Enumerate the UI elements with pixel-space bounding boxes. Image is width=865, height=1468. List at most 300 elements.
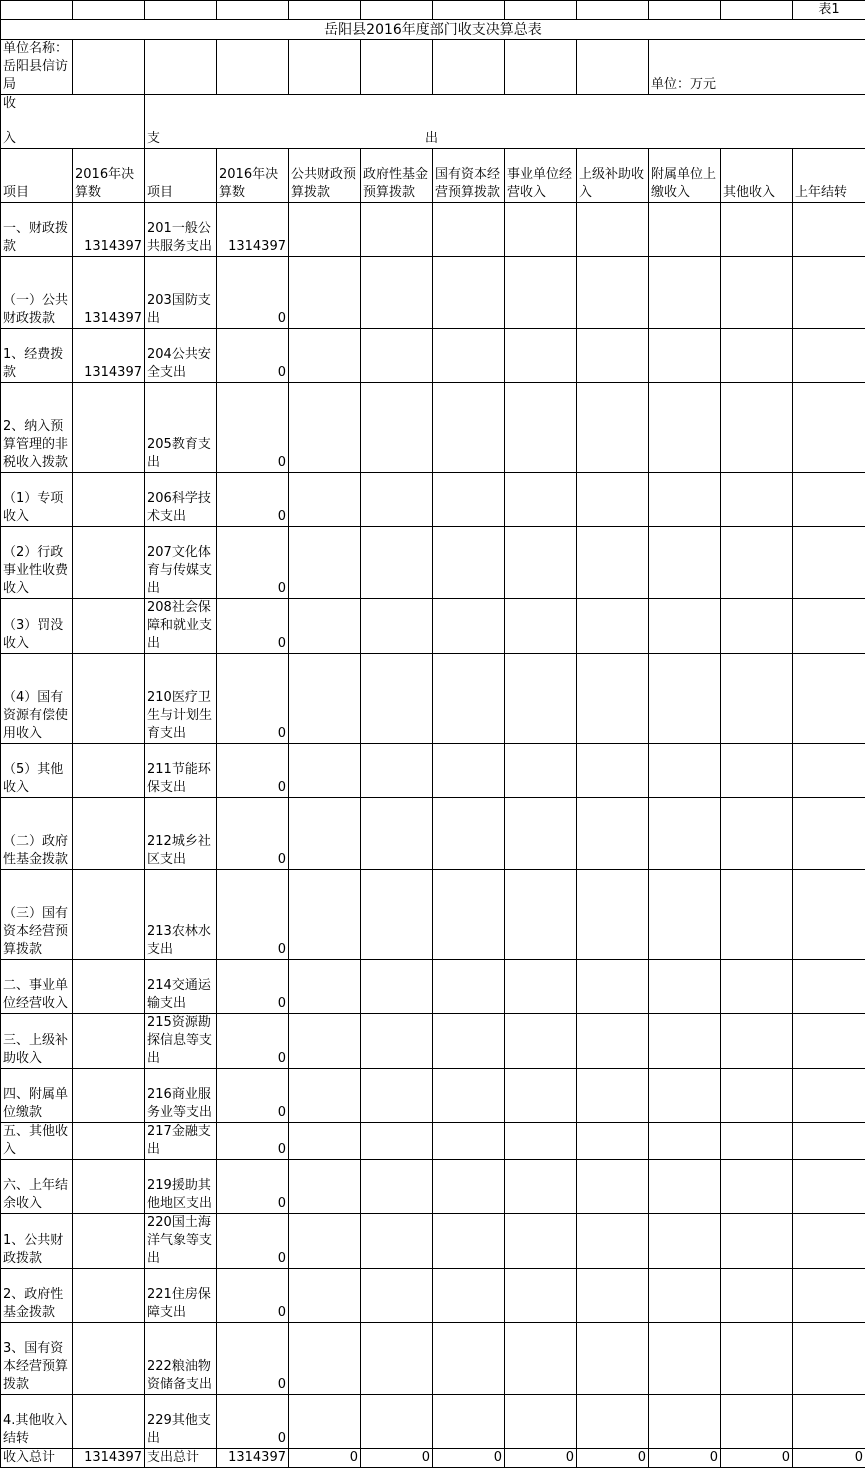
empty-cell <box>649 473 721 527</box>
empty-cell <box>649 1123 721 1160</box>
income-amount <box>73 1214 145 1269</box>
empty-cell <box>721 1069 793 1123</box>
empty-cell <box>505 329 577 383</box>
empty-cell <box>721 383 793 473</box>
income-item: （2）行政事业性收费收入 <box>1 527 73 599</box>
income-amount <box>73 798 145 870</box>
empty-cell <box>505 1160 577 1214</box>
empty-cell <box>721 960 793 1014</box>
empty-cell <box>649 654 721 744</box>
total-business-income: 0 <box>505 1449 577 1468</box>
expense-item: 205教育支出 <box>145 383 217 473</box>
empty-cell <box>505 1395 577 1449</box>
expense-item: 212城乡社区支出 <box>145 798 217 870</box>
table-row <box>1 257 865 329</box>
empty-cell <box>793 1123 865 1160</box>
income-amount: 1314397 <box>73 257 145 329</box>
header-other-income: 其他收入 <box>721 149 793 203</box>
income-item: （二）政府性基金拨款 <box>1 798 73 870</box>
empty-cell <box>289 1 361 20</box>
empty-cell <box>721 599 793 654</box>
income-amount <box>73 870 145 960</box>
empty-cell <box>649 599 721 654</box>
empty-cell <box>721 203 793 257</box>
empty-cell <box>433 1069 505 1123</box>
unit-name: 单位名称：岳阳县信访局 <box>1 40 73 95</box>
expense-item: 208社会保障和就业支出 <box>145 599 217 654</box>
expense-amount: 0 <box>217 654 289 744</box>
expense-item: 214交通运输支出 <box>145 960 217 1014</box>
income-item: 4.其他收入结转 <box>1 1395 73 1449</box>
expense-amount: 0 <box>217 870 289 960</box>
empty-cell <box>505 1069 577 1123</box>
income-amount <box>73 1323 145 1395</box>
empty-cell <box>793 870 865 960</box>
table-row <box>1 1269 865 1323</box>
empty-cell <box>73 1 145 20</box>
income-item: （三）国有资本经营预算拨款 <box>1 870 73 960</box>
income-amount: 1314397 <box>73 329 145 383</box>
empty-cell <box>505 1123 577 1160</box>
empty-cell <box>289 1160 361 1214</box>
empty-cell <box>361 1 433 20</box>
empty-cell <box>505 1 577 20</box>
expense-item: 204公共安全支出 <box>145 329 217 383</box>
empty-cell <box>721 1 793 20</box>
expense-amount: 0 <box>217 1214 289 1269</box>
empty-cell <box>577 1014 649 1069</box>
empty-cell <box>793 1214 865 1269</box>
empty-cell <box>721 1014 793 1069</box>
empty-cell <box>505 744 577 798</box>
total-income-amount: 1314397 <box>73 1449 145 1468</box>
empty-cell <box>433 1014 505 1069</box>
empty-cell <box>433 40 505 95</box>
table-row <box>1 744 865 798</box>
empty-cell <box>649 1069 721 1123</box>
empty-cell <box>145 1 217 20</box>
empty-cell <box>433 1160 505 1214</box>
empty-cell <box>505 383 577 473</box>
empty-cell <box>721 1269 793 1323</box>
income-item: 二、事业单位经营收入 <box>1 960 73 1014</box>
table-row <box>1 1014 865 1069</box>
header-business-income: 事业单位经营收入 <box>505 149 577 203</box>
empty-cell <box>505 1269 577 1323</box>
empty-cell <box>649 1160 721 1214</box>
income-item: 1、公共财政拨款 <box>1 1214 73 1269</box>
total-expense-label: 支出总计 <box>145 1449 217 1468</box>
empty-cell <box>721 1395 793 1449</box>
empty-cell <box>289 1123 361 1160</box>
income-word-1: 收 <box>3 95 142 113</box>
table-row <box>1 203 865 257</box>
income-amount: 1314397 <box>73 203 145 257</box>
empty-cell <box>721 257 793 329</box>
empty-cell <box>505 798 577 870</box>
income-word-2: 入 <box>3 130 16 148</box>
income-amount <box>73 960 145 1014</box>
expense-amount: 0 <box>217 599 289 654</box>
empty-cell <box>361 1160 433 1214</box>
empty-cell <box>433 599 505 654</box>
income-item: 1、经费拨款 <box>1 329 73 383</box>
empty-cell <box>649 383 721 473</box>
empty-cell <box>217 40 289 95</box>
empty-cell <box>505 599 577 654</box>
empty-cell <box>649 527 721 599</box>
table-row <box>1 1323 865 1395</box>
empty-cell <box>577 527 649 599</box>
empty-cell <box>649 1395 721 1449</box>
income-item: 六、上年结余收入 <box>1 1160 73 1214</box>
empty-cell <box>577 1269 649 1323</box>
expense-amount: 0 <box>217 527 289 599</box>
expense-amount: 0 <box>217 1014 289 1069</box>
empty-cell <box>793 257 865 329</box>
empty-cell <box>361 960 433 1014</box>
empty-cell <box>289 599 361 654</box>
empty-cell <box>289 383 361 473</box>
empty-cell <box>289 960 361 1014</box>
expense-item: 216商业服务业等支出 <box>145 1069 217 1123</box>
empty-cell <box>433 473 505 527</box>
income-item: 3、国有资本经营预算拨款 <box>1 1323 73 1395</box>
empty-cell <box>577 1395 649 1449</box>
empty-cell <box>289 1014 361 1069</box>
empty-cell <box>793 599 865 654</box>
empty-cell <box>721 798 793 870</box>
empty-cell <box>649 203 721 257</box>
expense-amount: 0 <box>217 1160 289 1214</box>
table-row <box>1 1069 865 1123</box>
total-gov-fund: 0 <box>361 1449 433 1468</box>
empty-cell <box>361 1269 433 1323</box>
empty-cell <box>721 329 793 383</box>
total-public-finance: 0 <box>289 1449 361 1468</box>
empty-cell <box>433 383 505 473</box>
empty-cell <box>649 1214 721 1269</box>
empty-cell <box>721 870 793 960</box>
empty-cell <box>505 527 577 599</box>
header-superior-subsidy: 上级补助收入 <box>577 149 649 203</box>
expense-item: 222粮油物资储备支出 <box>145 1323 217 1395</box>
empty-cell <box>793 744 865 798</box>
empty-cell <box>1 1 73 20</box>
empty-cell <box>505 203 577 257</box>
empty-cell <box>361 203 433 257</box>
header-gov-fund: 政府性基金预算拨款 <box>361 149 433 203</box>
empty-cell <box>361 1014 433 1069</box>
empty-cell <box>289 203 361 257</box>
income-item: （5）其他收入 <box>1 744 73 798</box>
total-income-label: 收入总计 <box>1 1449 73 1468</box>
empty-cell <box>433 203 505 257</box>
expense-amount: 0 <box>217 1323 289 1395</box>
empty-cell <box>433 527 505 599</box>
expense-amount: 0 <box>217 1269 289 1323</box>
expense-amount: 0 <box>217 1395 289 1449</box>
income-item: 2、政府性基金拨款 <box>1 1269 73 1323</box>
table-row <box>1 1395 865 1449</box>
empty-cell <box>289 1395 361 1449</box>
empty-cell <box>577 744 649 798</box>
empty-cell <box>361 798 433 870</box>
empty-cell <box>217 1 289 20</box>
income-item: （4）国有资源有偿使用收入 <box>1 654 73 744</box>
income-amount <box>73 654 145 744</box>
empty-cell <box>649 1014 721 1069</box>
empty-cell <box>73 40 145 95</box>
table-row <box>1 870 865 960</box>
expense-item: 211节能环保支出 <box>145 744 217 798</box>
empty-cell <box>793 798 865 870</box>
empty-cell <box>721 1214 793 1269</box>
empty-cell <box>505 257 577 329</box>
empty-cell <box>289 1069 361 1123</box>
income-amount <box>73 744 145 798</box>
empty-cell <box>721 744 793 798</box>
total-expense-amount: 1314397 <box>217 1449 289 1468</box>
header-carryover: 上年结转 <box>793 149 865 203</box>
empty-cell <box>721 1123 793 1160</box>
empty-cell <box>577 40 649 95</box>
income-amount <box>73 599 145 654</box>
empty-cell <box>721 654 793 744</box>
empty-cell <box>505 1323 577 1395</box>
income-amount <box>73 527 145 599</box>
table-row <box>1 798 865 870</box>
empty-cell <box>361 329 433 383</box>
header-actual: 2016年决算数 <box>73 149 145 203</box>
expense-amount: 0 <box>217 1123 289 1160</box>
empty-cell <box>289 744 361 798</box>
empty-cell <box>433 870 505 960</box>
header-public-finance: 公共财政预算拨款 <box>289 149 361 203</box>
empty-cell <box>289 329 361 383</box>
table-row <box>1 383 865 473</box>
empty-cell <box>577 1160 649 1214</box>
empty-cell <box>721 527 793 599</box>
empty-cell <box>433 257 505 329</box>
empty-cell <box>649 870 721 960</box>
expense-amount: 1314397 <box>217 203 289 257</box>
empty-cell <box>505 40 577 95</box>
empty-cell <box>649 1323 721 1395</box>
empty-cell <box>793 960 865 1014</box>
total-row <box>1 1449 865 1468</box>
table-row <box>1 654 865 744</box>
empty-cell <box>289 798 361 870</box>
empty-cell <box>361 599 433 654</box>
empty-cell <box>505 1214 577 1269</box>
table-row <box>1 329 865 383</box>
income-item: 五、其他收入 <box>1 1123 73 1160</box>
income-amount <box>73 1014 145 1069</box>
table-title: 岳阳县2016年度部门收支决算总表 <box>1 20 865 40</box>
table-row <box>1 473 865 527</box>
empty-cell <box>577 1069 649 1123</box>
header-item: 项目 <box>1 149 73 203</box>
header-affiliated-income: 附属单位上缴收入 <box>649 149 721 203</box>
empty-cell <box>361 1395 433 1449</box>
expense-amount: 0 <box>217 257 289 329</box>
empty-cell <box>649 798 721 870</box>
expense-item: 210医疗卫生与计划生育支出 <box>145 654 217 744</box>
empty-cell <box>361 654 433 744</box>
empty-cell <box>361 527 433 599</box>
expense-section-header <box>145 95 865 149</box>
table-row <box>1 1160 865 1214</box>
empty-cell <box>361 383 433 473</box>
empty-cell <box>577 383 649 473</box>
empty-cell <box>577 1214 649 1269</box>
empty-cell <box>793 527 865 599</box>
empty-cell <box>577 203 649 257</box>
total-carryover: 0 <box>793 1449 865 1468</box>
empty-cell <box>361 1069 433 1123</box>
empty-cell <box>577 798 649 870</box>
empty-cell <box>793 203 865 257</box>
empty-cell <box>289 1323 361 1395</box>
empty-cell <box>361 473 433 527</box>
income-amount <box>73 1069 145 1123</box>
empty-cell <box>505 473 577 527</box>
expense-item: 220国土海洋气象等支出 <box>145 1214 217 1269</box>
empty-cell <box>361 1214 433 1269</box>
empty-cell <box>577 599 649 654</box>
empty-cell <box>649 257 721 329</box>
empty-cell <box>433 1395 505 1449</box>
total-superior-subsidy: 0 <box>577 1449 649 1468</box>
empty-cell <box>793 1269 865 1323</box>
empty-cell <box>577 1123 649 1160</box>
empty-cell <box>145 40 217 95</box>
expense-amount: 0 <box>217 329 289 383</box>
empty-cell <box>433 1269 505 1323</box>
expense-item: 215资源勘探信息等支出 <box>145 1014 217 1069</box>
income-item: （3）罚没收入 <box>1 599 73 654</box>
empty-cell <box>505 654 577 744</box>
empty-cell <box>361 257 433 329</box>
table-number: 表1 <box>793 1 865 20</box>
header-item-expense: 项目 <box>145 149 217 203</box>
empty-cell <box>649 960 721 1014</box>
total-other-income: 0 <box>721 1449 793 1468</box>
expense-item: 221住房保障支出 <box>145 1269 217 1323</box>
expense-item: 201一般公共服务支出 <box>145 203 217 257</box>
income-item: 四、附属单位缴款 <box>1 1069 73 1123</box>
empty-cell <box>505 1014 577 1069</box>
empty-cell <box>505 870 577 960</box>
table-row <box>1 1123 865 1160</box>
income-item: （1）专项收入 <box>1 473 73 527</box>
expense-item: 206科学技术支出 <box>145 473 217 527</box>
empty-cell <box>793 1069 865 1123</box>
empty-cell <box>577 1 649 20</box>
income-item: 三、上级补助收入 <box>1 1014 73 1069</box>
empty-cell <box>649 1269 721 1323</box>
empty-cell <box>577 870 649 960</box>
total-state-capital: 0 <box>433 1449 505 1468</box>
empty-cell <box>361 40 433 95</box>
empty-cell <box>361 744 433 798</box>
expense-word-1: 支 <box>147 130 160 148</box>
empty-cell <box>793 473 865 527</box>
empty-cell <box>721 473 793 527</box>
total-affiliated-income: 0 <box>649 1449 721 1468</box>
empty-cell <box>649 744 721 798</box>
income-amount <box>73 473 145 527</box>
empty-cell <box>649 1 721 20</box>
income-item: 2、纳入预算管理的非税收入拨款 <box>1 383 73 473</box>
expense-amount: 0 <box>217 798 289 870</box>
empty-cell <box>289 654 361 744</box>
income-amount <box>73 1395 145 1449</box>
empty-cell <box>433 798 505 870</box>
income-item: 一、财政拨款 <box>1 203 73 257</box>
empty-cell <box>433 960 505 1014</box>
empty-cell <box>577 329 649 383</box>
table-row <box>1 1214 865 1269</box>
empty-cell <box>289 1214 361 1269</box>
empty-cell <box>577 473 649 527</box>
expense-item: 207文化体育与传媒支出 <box>145 527 217 599</box>
expense-word-2: 出 <box>425 130 438 148</box>
empty-cell <box>433 329 505 383</box>
empty-cell <box>433 1323 505 1395</box>
expense-amount: 0 <box>217 744 289 798</box>
empty-cell <box>793 1323 865 1395</box>
empty-cell <box>289 870 361 960</box>
header-state-capital: 国有资本经营预算拨款 <box>433 149 505 203</box>
empty-cell <box>793 1014 865 1069</box>
expense-item: 203国防支出 <box>145 257 217 329</box>
empty-cell <box>433 744 505 798</box>
expense-amount: 0 <box>217 473 289 527</box>
table-row <box>1 599 865 654</box>
empty-cell <box>361 1123 433 1160</box>
empty-cell <box>433 654 505 744</box>
empty-cell <box>433 1214 505 1269</box>
empty-cell <box>649 329 721 383</box>
empty-cell <box>577 654 649 744</box>
income-section-header <box>1 95 145 149</box>
empty-cell <box>289 40 361 95</box>
empty-cell <box>433 1 505 20</box>
empty-cell <box>433 1123 505 1160</box>
income-item: （一）公共财政拨款 <box>1 257 73 329</box>
expense-item: 217金融支出 <box>145 1123 217 1160</box>
empty-cell <box>289 527 361 599</box>
expense-item: 213农林水支出 <box>145 870 217 960</box>
empty-cell <box>793 1395 865 1449</box>
income-amount <box>73 383 145 473</box>
expense-amount: 0 <box>217 960 289 1014</box>
empty-cell <box>721 1323 793 1395</box>
expense-item: 229其他支出 <box>145 1395 217 1449</box>
income-amount <box>73 1123 145 1160</box>
empty-cell <box>361 870 433 960</box>
empty-cell <box>361 1323 433 1395</box>
table-row <box>1 960 865 1014</box>
header-actual-expense: 2016年决算数 <box>217 149 289 203</box>
expense-amount: 0 <box>217 383 289 473</box>
empty-cell <box>577 1323 649 1395</box>
unit-label: 单位：万元 <box>649 40 865 95</box>
income-amount <box>73 1269 145 1323</box>
empty-cell <box>793 383 865 473</box>
